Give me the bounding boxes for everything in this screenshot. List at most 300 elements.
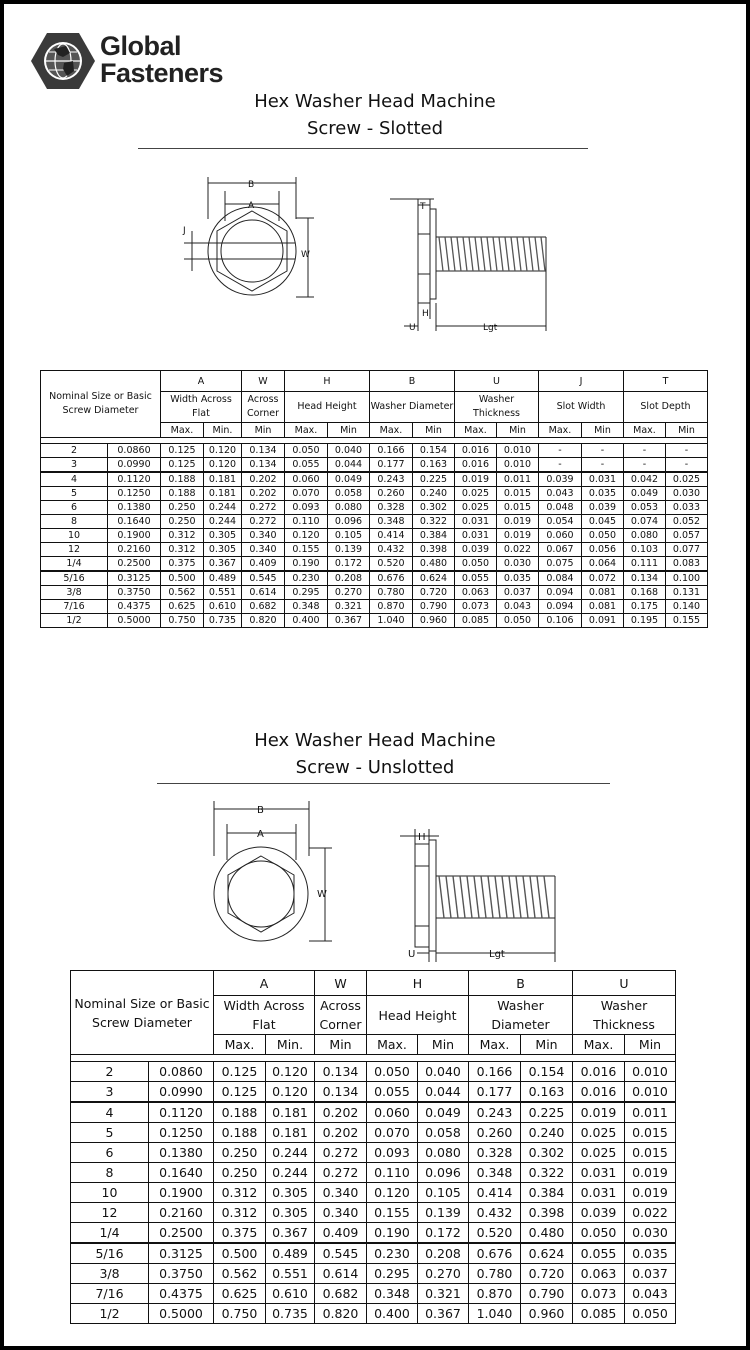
col-name-across-corner: Across Corner (315, 996, 367, 1035)
dimension-cell: 0.545 (315, 1243, 367, 1264)
dimension-cell: 0.031 (582, 472, 624, 487)
dimension-cell: 0.328 (469, 1143, 521, 1163)
dimension-cell: 0.030 (497, 557, 539, 572)
dimension-cell: 0.367 (328, 614, 370, 628)
dimension-cell: 0.735 (266, 1304, 315, 1324)
col-letter-u: U (455, 371, 539, 392)
dimension-cell: 0.120 (204, 444, 242, 458)
nominal-size-cell: 5/16 (71, 1243, 149, 1264)
dimension-cell: 0.096 (328, 515, 370, 529)
nominal-size-cell: 5 (71, 1123, 149, 1143)
dimension-cell: 0.790 (413, 600, 455, 614)
dimension-cell: 0.340 (315, 1183, 367, 1203)
subheader: Min (413, 423, 455, 438)
basic-diameter-cell: 0.1640 (149, 1163, 214, 1183)
dimension-cell: 0.025 (573, 1123, 625, 1143)
dimension-cell: 0.230 (285, 571, 328, 586)
dimension-cell: 0.272 (242, 501, 285, 515)
dimension-cell: 0.520 (469, 1223, 521, 1244)
dimension-cell: 0.120 (266, 1082, 315, 1103)
basic-diameter-cell: 0.2160 (108, 543, 161, 557)
dimension-cell: 0.190 (285, 557, 328, 572)
dimension-cell: 0.610 (266, 1284, 315, 1304)
section-2-title-line-2: Screw - Unslotted (295, 757, 455, 778)
dimension-cell: 0.384 (521, 1183, 573, 1203)
dimension-cell: 0.060 (367, 1102, 418, 1123)
dimension-cell: 0.676 (370, 571, 413, 586)
dimension-cell: 0.272 (315, 1163, 367, 1183)
dimension-cell: 0.244 (204, 515, 242, 529)
dimension-cell: 0.049 (328, 472, 370, 487)
dimension-cell: 0.040 (418, 1062, 469, 1082)
dimension-cell: 0.520 (370, 557, 413, 572)
dimension-cell: 0.081 (582, 586, 624, 600)
basic-diameter-cell: 0.0860 (149, 1062, 214, 1082)
subheader: Max. (539, 423, 582, 438)
col-letter-j: J (539, 371, 624, 392)
subheader: Min. (266, 1035, 315, 1055)
section-2-title-line-1: Hex Washer Head Machine (254, 730, 496, 751)
col-name-head-height: Head Height (285, 392, 370, 423)
dimension-cell: 0.111 (624, 557, 666, 572)
dimension-cell: 0.190 (367, 1223, 418, 1244)
dimension-cell: 0.562 (161, 586, 204, 600)
dimension-cell: 0.015 (497, 487, 539, 501)
nominal-size-cell: 5/16 (41, 571, 108, 586)
diagram-label-h: H (422, 309, 429, 319)
dimension-cell: 0.019 (625, 1183, 676, 1203)
dimension-cell: 0.064 (582, 557, 624, 572)
subheader: Min (242, 423, 285, 438)
dimension-cell: 0.305 (204, 529, 242, 543)
col-letter-b: B (370, 371, 455, 392)
dimension-cell: 0.244 (204, 501, 242, 515)
col-name-width-across-flat: Width Across Flat (214, 996, 315, 1035)
dimension-cell: 0.240 (521, 1123, 573, 1143)
dimension-cell: 0.077 (666, 543, 708, 557)
dimension-cell: 0.050 (625, 1304, 676, 1324)
dimension-cell: 0.181 (204, 487, 242, 501)
dimension-cell: 0.035 (497, 571, 539, 586)
col-name-slot-depth: Slot Depth (624, 392, 708, 423)
dimension-cell: 0.055 (455, 571, 497, 586)
dimension-cell: 0.025 (666, 472, 708, 487)
diagram-label-t: T (420, 202, 426, 212)
basic-diameter-cell: 0.1250 (108, 487, 161, 501)
col-letter-t: T (624, 371, 708, 392)
dimension-cell: 0.081 (582, 600, 624, 614)
basic-diameter-cell: 0.1900 (108, 529, 161, 543)
basic-diameter-cell: 0.0990 (149, 1082, 214, 1103)
dimension-cell: 0.614 (315, 1264, 367, 1284)
dimension-cell: 0.031 (455, 515, 497, 529)
dimension-cell: 0.073 (455, 600, 497, 614)
dimension-cell: 0.105 (418, 1183, 469, 1203)
nominal-size-cell: 7/16 (71, 1284, 149, 1304)
dimension-cell: 0.056 (582, 543, 624, 557)
col-name-washer-thickness: Washer Thickness (573, 996, 676, 1035)
dimension-cell: 0.321 (418, 1284, 469, 1304)
dimension-cell: 0.043 (539, 487, 582, 501)
dimension-cell: 0.049 (418, 1102, 469, 1123)
subheader: Min (666, 423, 708, 438)
dimension-cell: 0.188 (161, 487, 204, 501)
dimension-cell: 0.820 (242, 614, 285, 628)
dimension-cell: 0.039 (573, 1203, 625, 1223)
nominal-size-cell: 10 (41, 529, 108, 543)
dimension-cell: 0.750 (161, 614, 204, 628)
dimension-cell: 0.010 (497, 444, 539, 458)
dimension-cell: 0.054 (539, 515, 582, 529)
header-spacer (71, 1055, 676, 1062)
dimension-cell: 0.010 (497, 458, 539, 473)
nominal-size-cell: 3 (71, 1082, 149, 1103)
nominal-size-cell: 3/8 (71, 1264, 149, 1284)
dimension-cell: 0.093 (285, 501, 328, 515)
dimension-cell: - (539, 458, 582, 473)
dimension-cell: 0.050 (285, 444, 328, 458)
dimension-cell: 0.103 (624, 543, 666, 557)
diagram-label-u: U (409, 323, 416, 333)
col-letter-h: H (367, 971, 469, 996)
dimension-cell: 0.208 (418, 1243, 469, 1264)
dimension-cell: 0.070 (285, 487, 328, 501)
nominal-size-cell: 3 (41, 458, 108, 473)
dimension-cell: 0.177 (370, 458, 413, 473)
dimension-cell: 0.060 (285, 472, 328, 487)
dimension-cell: 0.480 (413, 557, 455, 572)
subheader: Max. (624, 423, 666, 438)
dimension-cell: 0.019 (455, 472, 497, 487)
dimension-cell: 0.075 (539, 557, 582, 572)
dimension-cell: 0.154 (413, 444, 455, 458)
table-row (71, 1123, 676, 1143)
basic-diameter-cell: 0.1380 (149, 1143, 214, 1163)
dimension-cell: 0.120 (266, 1062, 315, 1082)
document-page (4, 4, 746, 1346)
dimension-cell: 0.120 (367, 1183, 418, 1203)
dimension-cell: 0.050 (582, 529, 624, 543)
subheader: Max. (370, 423, 413, 438)
col-name-washer-thickness: Washer Thickness (455, 392, 539, 423)
dimension-cell: 0.870 (370, 600, 413, 614)
dimension-cell: 0.181 (266, 1102, 315, 1123)
table-row (71, 1183, 676, 1203)
dimension-cell: 0.208 (328, 571, 370, 586)
dimension-cell: 0.340 (242, 543, 285, 557)
dimension-cell: 0.367 (418, 1304, 469, 1324)
dimension-cell: 0.039 (455, 543, 497, 557)
dimension-cell: 0.168 (624, 586, 666, 600)
diagram-label-a: A (257, 829, 264, 840)
dimension-cell: 0.042 (624, 472, 666, 487)
basic-diameter-cell: 0.5000 (108, 614, 161, 628)
section-1-divider (138, 148, 588, 149)
basic-diameter-cell: 0.1900 (149, 1183, 214, 1203)
dimension-cell: 0.625 (161, 600, 204, 614)
dimension-cell: 1.040 (469, 1304, 521, 1324)
table-row (71, 1264, 676, 1284)
nominal-size-header: Nominal Size or Basic Screw Diameter (41, 371, 161, 438)
dimension-cell: 0.085 (573, 1304, 625, 1324)
subheader: Max. (285, 423, 328, 438)
dimension-cell: 0.083 (666, 557, 708, 572)
dimension-cell: 0.037 (625, 1264, 676, 1284)
dimension-cell: 0.295 (367, 1264, 418, 1284)
dimension-cell: 0.340 (315, 1203, 367, 1223)
basic-diameter-cell: 0.3125 (149, 1243, 214, 1264)
dimension-cell: 0.094 (539, 600, 582, 614)
dimension-cell: 0.120 (204, 458, 242, 473)
dimension-cell: 0.551 (266, 1264, 315, 1284)
dimension-cell: 0.398 (413, 543, 455, 557)
dimension-cell: 0.154 (521, 1062, 573, 1082)
dimension-cell: 0.432 (370, 543, 413, 557)
dimension-cell: 0.016 (573, 1062, 625, 1082)
dimension-cell: 1.040 (370, 614, 413, 628)
dimension-cell: 0.155 (666, 614, 708, 628)
subheader: Min (521, 1035, 573, 1055)
dimension-cell: 0.295 (285, 586, 328, 600)
dimension-cell: 0.106 (539, 614, 582, 628)
dimension-cell: 0.202 (315, 1102, 367, 1123)
dimension-cell: 0.243 (370, 472, 413, 487)
subheader: Max. (214, 1035, 266, 1055)
dimension-cell: 0.019 (497, 529, 539, 543)
dimension-cell: - (666, 444, 708, 458)
nominal-size-cell: 8 (71, 1163, 149, 1183)
dimension-cell: 0.155 (367, 1203, 418, 1223)
col-letter-u: U (573, 971, 676, 996)
basic-diameter-cell: 0.2160 (149, 1203, 214, 1223)
col-letter-b: B (469, 971, 573, 996)
nominal-size-cell: 2 (71, 1062, 149, 1082)
dimension-cell: 0.105 (328, 529, 370, 543)
diagram-label-lgt: Lgt (483, 323, 498, 333)
dimension-cell: 0.305 (204, 543, 242, 557)
dimension-cell: 0.489 (266, 1243, 315, 1264)
col-letter-a: A (161, 371, 242, 392)
nominal-size-cell: 1/4 (41, 557, 108, 572)
dimension-cell: 0.610 (204, 600, 242, 614)
dimension-cell: 0.049 (624, 487, 666, 501)
diagram-label-lgt: Lgt (489, 949, 505, 960)
nominal-size-cell: 3/8 (41, 586, 108, 600)
dimension-cell: 0.400 (285, 614, 328, 628)
dimension-cell: 0.240 (413, 487, 455, 501)
dimension-cell: 0.031 (573, 1163, 625, 1183)
nominal-size-cell: 5 (41, 487, 108, 501)
dimension-cell: - (582, 444, 624, 458)
slotted-screw-diagram (179, 169, 559, 344)
dimension-cell: 0.043 (497, 600, 539, 614)
dimension-cell: 0.048 (539, 501, 582, 515)
dimension-cell: 0.272 (315, 1143, 367, 1163)
dimension-cell: 0.312 (161, 543, 204, 557)
nominal-size-cell: 1/2 (71, 1304, 149, 1324)
subheader: Min (328, 423, 370, 438)
dimension-cell: 0.166 (370, 444, 413, 458)
basic-diameter-cell: 0.3750 (149, 1264, 214, 1284)
dimension-cell: 0.055 (367, 1082, 418, 1103)
dimension-cell: 0.039 (539, 472, 582, 487)
nominal-size-cell: 2 (41, 444, 108, 458)
dimension-cell: 0.030 (666, 487, 708, 501)
col-name-head-height: Head Height (367, 996, 469, 1035)
dimension-cell: 0.348 (469, 1163, 521, 1183)
dimension-cell: 0.244 (266, 1143, 315, 1163)
hex-globe-icon (30, 31, 96, 91)
dimension-cell: 0.010 (625, 1062, 676, 1082)
diagram-label-b: B (248, 180, 255, 190)
dimension-cell: 0.375 (161, 557, 204, 572)
dimension-cell: 0.500 (161, 571, 204, 586)
table-row (41, 458, 708, 473)
dimension-cell: 0.172 (328, 557, 370, 572)
diagram-label-j: J (183, 226, 186, 236)
dimension-cell: 0.011 (625, 1102, 676, 1123)
dimension-cell: 0.348 (285, 600, 328, 614)
dimension-cell: 0.202 (315, 1123, 367, 1143)
dimension-cell: 0.321 (328, 600, 370, 614)
basic-diameter-cell: 0.4375 (108, 600, 161, 614)
basic-diameter-cell: 0.1640 (108, 515, 161, 529)
dimension-cell: 0.155 (285, 543, 328, 557)
table-row (41, 501, 708, 515)
dimension-cell: 0.134 (242, 444, 285, 458)
unslotted-screw-diagram (199, 796, 569, 966)
col-letter-w: W (242, 371, 285, 392)
subheader: Max. (469, 1035, 521, 1055)
table-row (71, 1143, 676, 1163)
diagram-label-w: W (301, 250, 310, 260)
dimension-cell: 0.043 (625, 1284, 676, 1304)
dimension-cell: 0.125 (161, 444, 204, 458)
dimension-cell: 0.322 (521, 1163, 573, 1183)
dimension-cell: 0.019 (497, 515, 539, 529)
dimension-cell: 0.480 (521, 1223, 573, 1244)
dimension-cell: 0.163 (521, 1082, 573, 1103)
dimension-cell: 0.050 (573, 1223, 625, 1244)
col-name-slot-width: Slot Width (539, 392, 624, 423)
subheader: Min (418, 1035, 469, 1055)
dimension-cell: 0.177 (469, 1082, 521, 1103)
dimension-cell: 0.302 (521, 1143, 573, 1163)
dimension-cell: 0.682 (315, 1284, 367, 1304)
dimension-cell: 0.225 (521, 1102, 573, 1123)
dimension-cell: 0.015 (625, 1123, 676, 1143)
dimension-cell: 0.243 (469, 1102, 521, 1123)
basic-diameter-cell: 0.1250 (149, 1123, 214, 1143)
dimension-cell: 0.305 (266, 1183, 315, 1203)
basic-diameter-cell: 0.1120 (149, 1102, 214, 1123)
dimension-cell: 0.188 (214, 1102, 266, 1123)
dimension-cell: 0.125 (214, 1082, 266, 1103)
dimension-cell: 0.614 (242, 586, 285, 600)
dimension-cell: 0.305 (266, 1203, 315, 1223)
dimension-cell: 0.250 (214, 1163, 266, 1183)
dimension-cell: 0.790 (521, 1284, 573, 1304)
dimension-cell: 0.016 (455, 444, 497, 458)
dimension-cell: 0.230 (367, 1243, 418, 1264)
subheader: Min (625, 1035, 676, 1055)
dimension-cell: 0.096 (418, 1163, 469, 1183)
dimension-cell: 0.367 (204, 557, 242, 572)
dimension-cell: 0.091 (582, 614, 624, 628)
nominal-size-cell: 12 (71, 1203, 149, 1223)
subheader: Min. (204, 423, 242, 438)
dimension-cell: 0.202 (242, 472, 285, 487)
brand-line-1: Global (100, 31, 182, 61)
section-1-title-line-2: Screw - Slotted (306, 118, 444, 139)
table-row (41, 571, 708, 586)
subheader: Max. (573, 1035, 625, 1055)
dimension-cell: 0.322 (413, 515, 455, 529)
dimension-cell: 0.624 (413, 571, 455, 586)
dimension-cell: 0.084 (539, 571, 582, 586)
dimension-cell: 0.139 (328, 543, 370, 557)
diagram-label-u: U (408, 949, 416, 960)
diagram-label-w: W (317, 889, 327, 900)
dimension-cell: 0.080 (328, 501, 370, 515)
diagram-label-h: H (418, 832, 426, 843)
dimension-cell: 0.400 (367, 1304, 418, 1324)
subheader: Min (497, 423, 539, 438)
dimension-cell: 0.195 (624, 614, 666, 628)
dimension-cell: 0.110 (367, 1163, 418, 1183)
dimension-cell: 0.140 (666, 600, 708, 614)
dimension-cell: 0.414 (469, 1183, 521, 1203)
table-row (71, 1203, 676, 1223)
basic-diameter-cell: 0.2500 (108, 557, 161, 572)
dimension-cell: - (666, 458, 708, 473)
dimension-cell: 0.044 (418, 1082, 469, 1103)
table-row (71, 1223, 676, 1244)
dimension-cell: 0.031 (573, 1183, 625, 1203)
dimension-cell: 0.181 (266, 1123, 315, 1143)
table-row (71, 1062, 676, 1082)
section-1-title-line-1: Hex Washer Head Machine (254, 91, 496, 112)
dimension-cell: 0.060 (539, 529, 582, 543)
subheader: Max. (455, 423, 497, 438)
dimension-cell: 0.375 (214, 1223, 266, 1244)
dimension-cell: - (539, 444, 582, 458)
col-letter-a: A (214, 971, 315, 996)
dimension-cell: 0.058 (328, 487, 370, 501)
nominal-size-cell: 6 (41, 501, 108, 515)
nominal-size-cell: 4 (41, 472, 108, 487)
subheader: Min (582, 423, 624, 438)
dimension-cell: 0.134 (242, 458, 285, 473)
dimension-cell: 0.016 (573, 1082, 625, 1103)
slotted-table-body (41, 444, 708, 628)
dimension-cell: 0.166 (469, 1062, 521, 1082)
dimension-cell: 0.340 (242, 529, 285, 543)
table-row (41, 529, 708, 543)
dimension-cell: 0.172 (418, 1223, 469, 1244)
dimension-cell: 0.080 (624, 529, 666, 543)
dimension-cell: - (624, 458, 666, 473)
nominal-size-cell: 6 (71, 1143, 149, 1163)
dimension-cell: 0.044 (328, 458, 370, 473)
dimension-cell: 0.500 (214, 1243, 266, 1264)
dimension-cell: 0.052 (666, 515, 708, 529)
dimension-cell: 0.022 (497, 543, 539, 557)
nominal-size-cell: 12 (41, 543, 108, 557)
dimension-cell: 0.780 (370, 586, 413, 600)
table-row (41, 487, 708, 501)
dimension-cell: 0.682 (242, 600, 285, 614)
